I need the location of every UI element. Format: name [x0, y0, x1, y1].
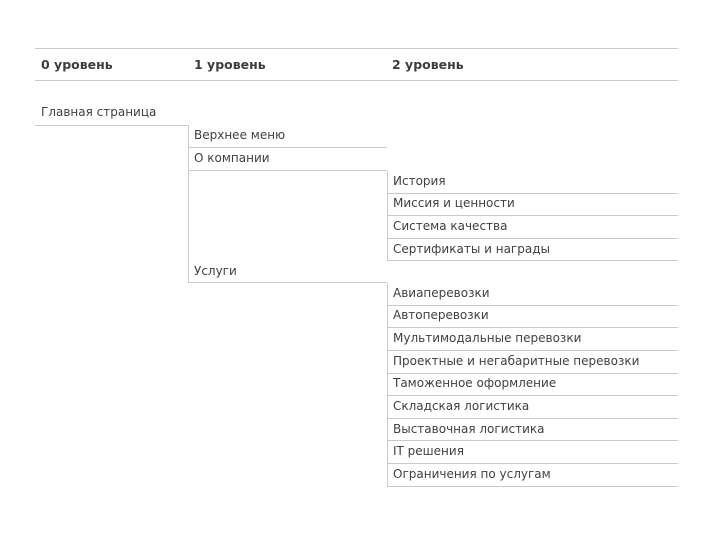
- header-level-1: 1 уровень: [194, 57, 266, 72]
- level2-item-label: Сертификаты и награды: [393, 242, 550, 256]
- level2-item-label: Выставочная логистика: [393, 422, 545, 436]
- header-top-rule: [35, 48, 678, 49]
- level1-about-label: О компании: [194, 151, 270, 165]
- header-bottom-rule: [35, 80, 678, 81]
- level1-top-menu-row: [188, 125, 387, 148]
- header-level-2: 2 уровень: [392, 57, 464, 72]
- level2-item: [387, 283, 678, 306]
- level2-item: [387, 239, 678, 261]
- level0-home-page: Главная страница: [41, 105, 157, 119]
- level2-item: [387, 374, 678, 396]
- level2-item-label: Ограничения по услугам: [393, 467, 551, 481]
- level2-item-label: История: [393, 174, 446, 188]
- level2-item-label: Проектные и негабаритные перевозки: [393, 354, 640, 368]
- level2-item-label: Авиаперевозки: [393, 286, 490, 300]
- level2-item-label: Таможенное оформление: [393, 376, 557, 390]
- level0-underline: [35, 125, 188, 126]
- level2-item-label: IT решения: [393, 444, 464, 458]
- level2-item: [387, 216, 678, 239]
- level2-item: [387, 194, 678, 216]
- level2-item-label: Автоперевозки: [393, 308, 489, 322]
- level2-item-label: Мультимодальные перевозки: [393, 331, 582, 345]
- level1-services-row: [188, 261, 387, 283]
- header-level-0: 0 уровень: [41, 57, 113, 72]
- level2-item: [387, 441, 678, 464]
- level2-item: [387, 328, 678, 351]
- level2-item-label: Складская логистика: [393, 399, 530, 413]
- level2-item: [387, 171, 678, 194]
- level1-about-group: [188, 171, 387, 261]
- level2-item: [387, 419, 678, 441]
- level2-item: [387, 464, 678, 487]
- level1-services-label: Услуги: [194, 264, 237, 278]
- level2-item: [387, 396, 678, 419]
- level2-item: [387, 306, 678, 328]
- level2-item: [387, 351, 678, 374]
- level2-item-label: Система качества: [393, 219, 508, 233]
- level1-top-menu-label: Верхнее меню: [194, 128, 286, 142]
- level2-item-label: Миссия и ценности: [393, 196, 515, 210]
- level1-about-row: [188, 148, 387, 171]
